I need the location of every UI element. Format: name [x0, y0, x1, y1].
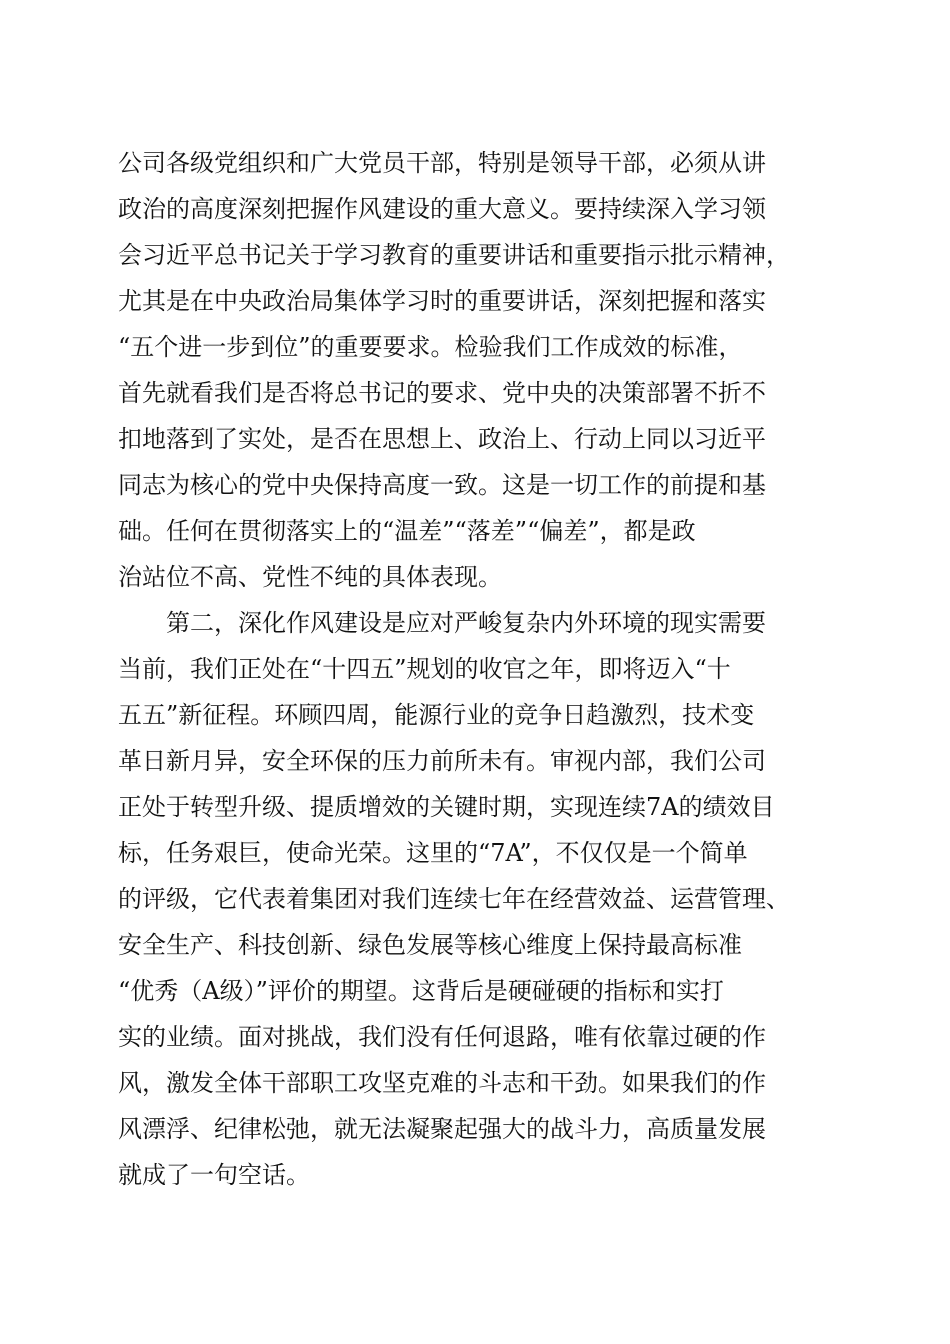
text-line: “优秀（A级）”评价的期望。这背后是硬碰硬的指标和实打 — [118, 977, 724, 1005]
body-text — [118, 140, 838, 1198]
text-line: 风漂浮、纪律松弛，就无法凝聚起强大的战斗力，高质量发展 — [118, 1115, 766, 1143]
text-line: 首先就看我们是否将总书记的要求、党中央的决策部署不折不 — [118, 379, 766, 407]
section-heading: 第二，深化作风建设是应对严峻复杂内外环境的现实需要 — [166, 609, 766, 637]
text-line: 会习近平总书记关于学习教育的重要讲话和重要指示批示精神， — [118, 241, 790, 269]
text-line: 公司各级党组织和广大党员干部，特别是领导干部，必须从讲 — [118, 149, 766, 177]
text-line: “五个进一步到位”的重要要求。检验我们工作成效的标准， — [118, 333, 743, 361]
text-line: 同志为核心的党中央保持高度一致。这是一切工作的前提和基 — [118, 471, 766, 499]
text-line: 正处于转型升级、提质增效的关键时期，实现连续7A的绩效目 — [118, 793, 775, 821]
text-line: 政治的高度深刻把握作风建设的重大意义。要持续深入学习领 — [118, 195, 766, 223]
text-line: 革日新月异，安全环保的压力前所未有。审视内部，我们公司 — [118, 747, 766, 775]
text-line: 风，激发全体干部职工攻坚克难的斗志和干劲。如果我们的作 — [118, 1069, 766, 1097]
text-line: 治站位不高、党性不纯的具体表现。 — [118, 563, 502, 591]
text-line: 标，任务艰巨，使命光荣。这里的“7A”，不仅仅是一个简单 — [118, 839, 748, 867]
text-line: 实的业绩。面对挑战，我们没有任何退路，唯有依靠过硬的作 — [118, 1023, 766, 1051]
text-line: 当前，我们正处在“十四五”规划的收官之年，即将迈入“十 — [118, 655, 731, 683]
text-line: 就成了一句空话。 — [118, 1161, 310, 1189]
text-line: 安全生产、科技创新、绿色发展等核心维度上保持最高标准 — [118, 931, 742, 959]
text-line: 尤其是在中央政治局集体学习时的重要讲话，深刻把握和落实 — [118, 287, 766, 315]
text-line: 的评级，它代表着集团对我们连续七年在经营效益、运营管理、 — [118, 885, 790, 913]
text-line: 础。任何在贯彻落实上的“温差”“落差”“偏差”，都是政 — [118, 517, 696, 545]
text-line: 五五”新征程。环顾四周，能源行业的竞争日趋激烈，技术变 — [118, 701, 755, 729]
text-line: 扣地落到了实处，是否在思想上、政治上、行动上同以习近平 — [118, 425, 766, 453]
